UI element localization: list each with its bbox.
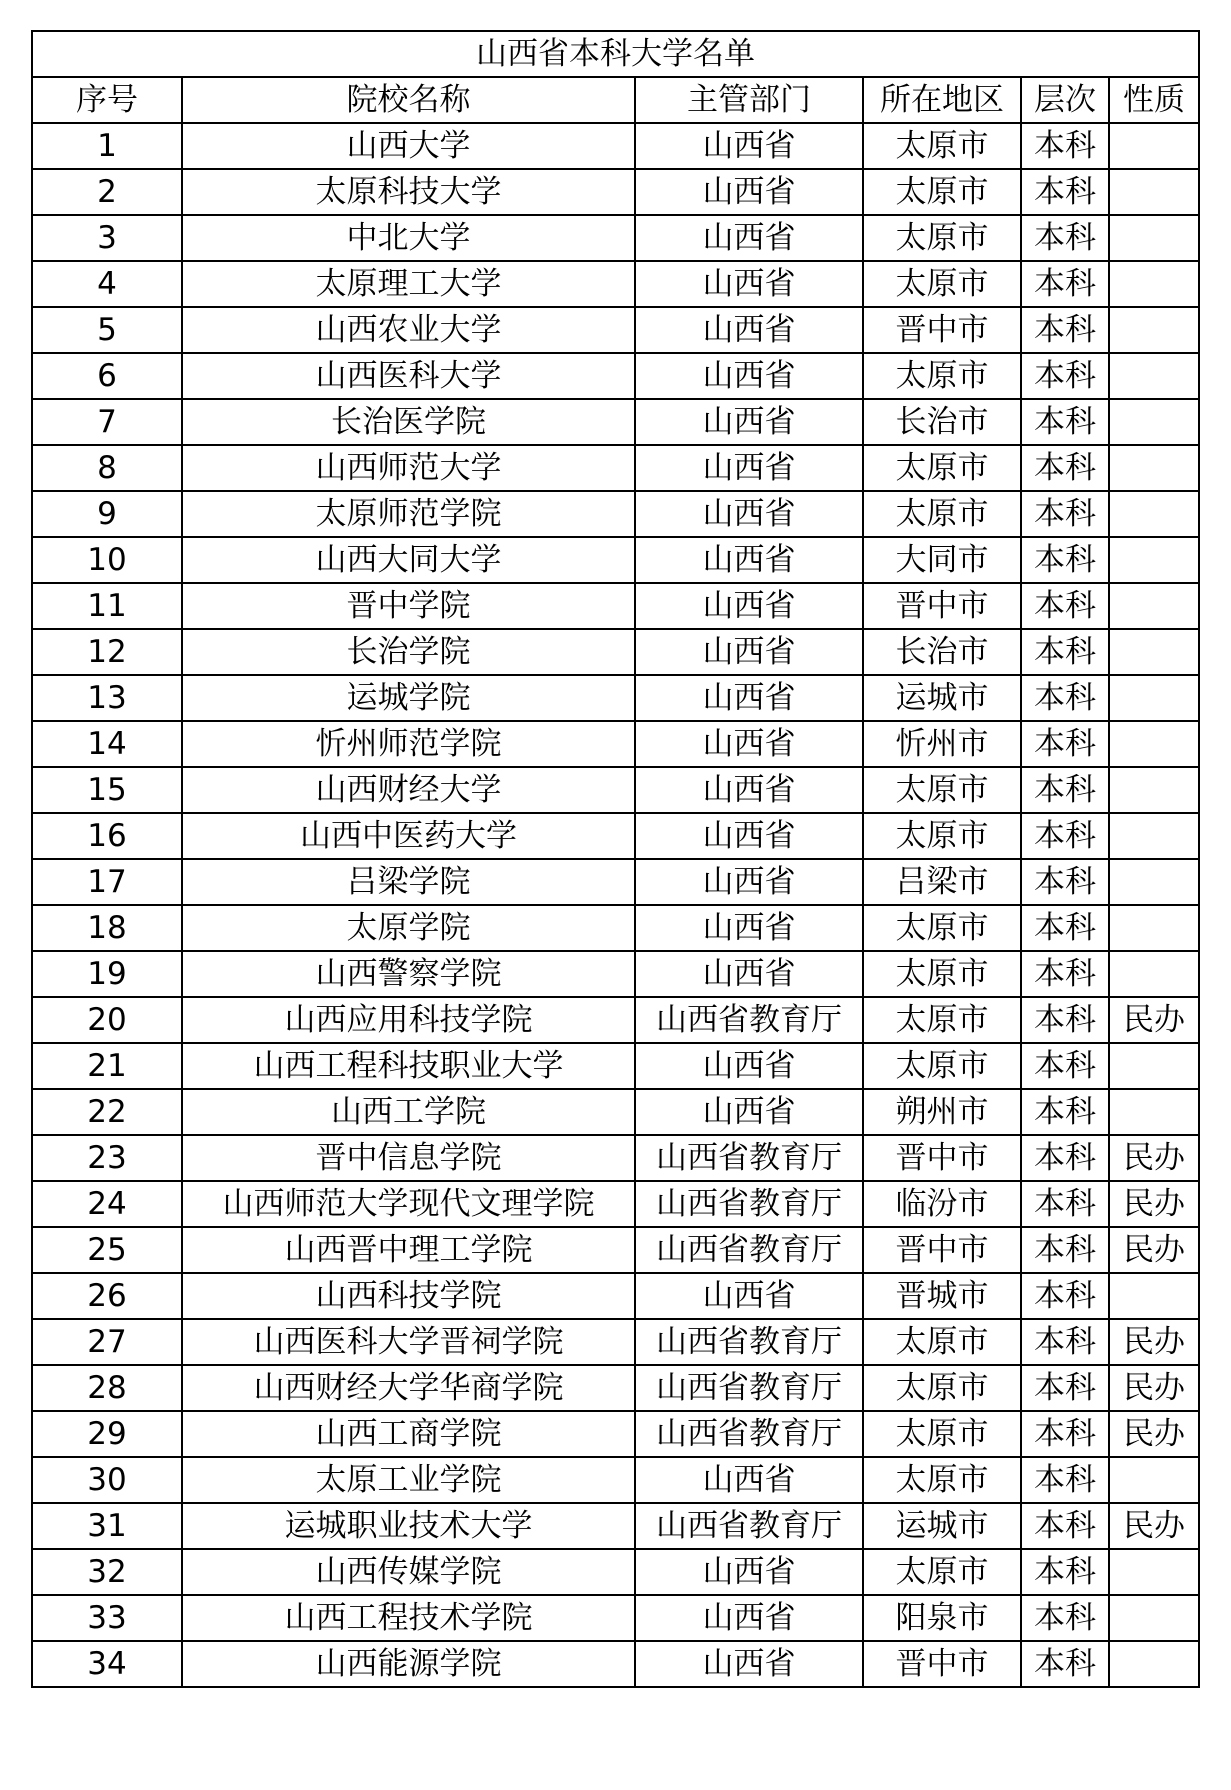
cell-dept: 山西省: [635, 583, 863, 629]
table-row: [32, 951, 1199, 997]
cell-no: 22: [32, 1089, 182, 1135]
cell-name: 山西农业大学: [182, 307, 635, 353]
cell-nature: 民办: [1109, 1135, 1199, 1181]
cell-no: 4: [32, 261, 182, 307]
cell-name: 山西师范大学: [182, 445, 635, 491]
cell-area: 晋中市: [863, 1227, 1021, 1273]
table-row: [32, 1595, 1199, 1641]
table-body: [32, 123, 1199, 1687]
cell-level: 本科: [1021, 1549, 1109, 1595]
cell-name: 太原学院: [182, 905, 635, 951]
cell-nature: [1109, 445, 1199, 491]
cell-level: 本科: [1021, 1595, 1109, 1641]
table-row: [32, 1227, 1199, 1273]
cell-level: 本科: [1021, 491, 1109, 537]
cell-area: 晋中市: [863, 583, 1021, 629]
table-row: [32, 1365, 1199, 1411]
cell-area: 阳泉市: [863, 1595, 1021, 1641]
cell-no: 2: [32, 169, 182, 215]
cell-level: 本科: [1021, 629, 1109, 675]
header-row: [32, 77, 1199, 123]
cell-level: 本科: [1021, 1457, 1109, 1503]
cell-name: 山西传媒学院: [182, 1549, 635, 1595]
cell-name: 山西财经大学: [182, 767, 635, 813]
cell-area: 太原市: [863, 1411, 1021, 1457]
cell-dept: 山西省: [635, 859, 863, 905]
table-row: [32, 1135, 1199, 1181]
cell-level: 本科: [1021, 813, 1109, 859]
cell-name: 忻州师范学院: [182, 721, 635, 767]
cell-nature: [1109, 1641, 1199, 1687]
cell-nature: [1109, 1043, 1199, 1089]
cell-name: 山西大同大学: [182, 537, 635, 583]
cell-no: 21: [32, 1043, 182, 1089]
cell-nature: [1109, 169, 1199, 215]
cell-level: 本科: [1021, 905, 1109, 951]
cell-nature: [1109, 215, 1199, 261]
cell-area: 太原市: [863, 997, 1021, 1043]
cell-level: 本科: [1021, 399, 1109, 445]
cell-no: 13: [32, 675, 182, 721]
cell-nature: [1109, 583, 1199, 629]
cell-name: 晋中学院: [182, 583, 635, 629]
cell-area: 太原市: [863, 1043, 1021, 1089]
cell-nature: 民办: [1109, 997, 1199, 1043]
cell-no: 34: [32, 1641, 182, 1687]
cell-level: 本科: [1021, 215, 1109, 261]
cell-area: 太原市: [863, 169, 1021, 215]
cell-no: 30: [32, 1457, 182, 1503]
cell-name: 山西财经大学华商学院: [182, 1365, 635, 1411]
cell-name: 山西医科大学: [182, 353, 635, 399]
cell-dept: 山西省教育厅: [635, 997, 863, 1043]
cell-no: 33: [32, 1595, 182, 1641]
cell-name: 长治学院: [182, 629, 635, 675]
cell-nature: [1109, 307, 1199, 353]
cell-name: 晋中信息学院: [182, 1135, 635, 1181]
cell-dept: 山西省教育厅: [635, 1181, 863, 1227]
cell-dept: 山西省: [635, 1273, 863, 1319]
cell-name: 山西工商学院: [182, 1411, 635, 1457]
cell-name: 太原科技大学: [182, 169, 635, 215]
table-row: [32, 1089, 1199, 1135]
cell-no: 31: [32, 1503, 182, 1549]
cell-name: 运城学院: [182, 675, 635, 721]
cell-nature: 民办: [1109, 1227, 1199, 1273]
cell-dept: 山西省: [635, 215, 863, 261]
cell-area: 晋城市: [863, 1273, 1021, 1319]
cell-no: 18: [32, 905, 182, 951]
cell-name: 山西晋中理工学院: [182, 1227, 635, 1273]
cell-dept: 山西省教育厅: [635, 1135, 863, 1181]
cell-level: 本科: [1021, 721, 1109, 767]
cell-nature: [1109, 399, 1199, 445]
cell-no: 12: [32, 629, 182, 675]
cell-area: 太原市: [863, 813, 1021, 859]
cell-no: 28: [32, 1365, 182, 1411]
cell-level: 本科: [1021, 1365, 1109, 1411]
cell-dept: 山西省教育厅: [635, 1411, 863, 1457]
cell-area: 太原市: [863, 215, 1021, 261]
table-row: [32, 169, 1199, 215]
cell-area: 朔州市: [863, 1089, 1021, 1135]
cell-name: 山西中医药大学: [182, 813, 635, 859]
cell-nature: 民办: [1109, 1411, 1199, 1457]
cell-dept: 山西省教育厅: [635, 1319, 863, 1365]
cell-name: 太原师范学院: [182, 491, 635, 537]
table-row: [32, 859, 1199, 905]
cell-nature: [1109, 951, 1199, 997]
cell-level: 本科: [1021, 353, 1109, 399]
cell-nature: [1109, 721, 1199, 767]
cell-level: 本科: [1021, 997, 1109, 1043]
table-row: [32, 721, 1199, 767]
cell-dept: 山西省: [635, 307, 863, 353]
cell-nature: [1109, 1089, 1199, 1135]
cell-level: 本科: [1021, 1641, 1109, 1687]
cell-dept: 山西省教育厅: [635, 1365, 863, 1411]
cell-no: 14: [32, 721, 182, 767]
cell-level: 本科: [1021, 583, 1109, 629]
cell-nature: [1109, 767, 1199, 813]
cell-dept: 山西省: [635, 905, 863, 951]
table-row: [32, 445, 1199, 491]
cell-area: 太原市: [863, 491, 1021, 537]
cell-name: 山西大学: [182, 123, 635, 169]
cell-no: 23: [32, 1135, 182, 1181]
cell-no: 32: [32, 1549, 182, 1595]
cell-nature: [1109, 629, 1199, 675]
table-row: [32, 1457, 1199, 1503]
cell-no: 15: [32, 767, 182, 813]
cell-no: 16: [32, 813, 182, 859]
cell-dept: 山西省: [635, 675, 863, 721]
cell-dept: 山西省: [635, 1089, 863, 1135]
cell-area: 太原市: [863, 951, 1021, 997]
cell-level: 本科: [1021, 1319, 1109, 1365]
table-row: [32, 1503, 1199, 1549]
header-nature: 性质: [1109, 77, 1199, 123]
cell-area: 太原市: [863, 905, 1021, 951]
cell-no: 11: [32, 583, 182, 629]
cell-level: 本科: [1021, 123, 1109, 169]
cell-level: 本科: [1021, 675, 1109, 721]
table-row: [32, 353, 1199, 399]
cell-dept: 山西省: [635, 1549, 863, 1595]
cell-dept: 山西省: [635, 353, 863, 399]
cell-nature: 民办: [1109, 1503, 1199, 1549]
table-row: [32, 629, 1199, 675]
cell-no: 1: [32, 123, 182, 169]
header-dept: 主管部门: [635, 77, 863, 123]
cell-area: 太原市: [863, 261, 1021, 307]
table-row: [32, 997, 1199, 1043]
cell-area: 太原市: [863, 353, 1021, 399]
table-row: [32, 905, 1199, 951]
cell-dept: 山西省: [635, 537, 863, 583]
cell-level: 本科: [1021, 767, 1109, 813]
cell-no: 27: [32, 1319, 182, 1365]
cell-dept: 山西省: [635, 767, 863, 813]
cell-dept: 山西省: [635, 721, 863, 767]
cell-nature: [1109, 1273, 1199, 1319]
university-table: [31, 30, 1200, 1688]
cell-dept: 山西省教育厅: [635, 1227, 863, 1273]
table-row: [32, 813, 1199, 859]
cell-dept: 山西省: [635, 1595, 863, 1641]
table-row: [32, 1549, 1199, 1595]
cell-no: 5: [32, 307, 182, 353]
cell-nature: [1109, 1457, 1199, 1503]
cell-nature: [1109, 491, 1199, 537]
cell-no: 19: [32, 951, 182, 997]
table-row: [32, 1043, 1199, 1089]
cell-nature: 民办: [1109, 1365, 1199, 1411]
cell-area: 临汾市: [863, 1181, 1021, 1227]
cell-nature: [1109, 537, 1199, 583]
cell-level: 本科: [1021, 1227, 1109, 1273]
university-list-sheet: [31, 30, 1198, 1688]
cell-area: 运城市: [863, 675, 1021, 721]
cell-no: 8: [32, 445, 182, 491]
cell-dept: 山西省: [635, 261, 863, 307]
cell-level: 本科: [1021, 307, 1109, 353]
cell-name: 山西能源学院: [182, 1641, 635, 1687]
table-row: [32, 1411, 1199, 1457]
cell-no: 20: [32, 997, 182, 1043]
cell-dept: 山西省: [635, 951, 863, 997]
cell-nature: [1109, 859, 1199, 905]
cell-nature: [1109, 675, 1199, 721]
cell-area: 太原市: [863, 1457, 1021, 1503]
cell-name: 运城职业技术大学: [182, 1503, 635, 1549]
cell-nature: [1109, 1549, 1199, 1595]
table-row: [32, 307, 1199, 353]
cell-nature: [1109, 813, 1199, 859]
cell-level: 本科: [1021, 537, 1109, 583]
cell-area: 晋中市: [863, 307, 1021, 353]
cell-area: 太原市: [863, 1549, 1021, 1595]
cell-level: 本科: [1021, 859, 1109, 905]
cell-area: 太原市: [863, 767, 1021, 813]
header-no: 序号: [32, 77, 182, 123]
cell-name: 山西工程技术学院: [182, 1595, 635, 1641]
table-row: [32, 399, 1199, 445]
cell-area: 晋中市: [863, 1641, 1021, 1687]
cell-nature: [1109, 123, 1199, 169]
cell-area: 忻州市: [863, 721, 1021, 767]
cell-no: 25: [32, 1227, 182, 1273]
cell-dept: 山西省: [635, 399, 863, 445]
table-row: [32, 1181, 1199, 1227]
cell-name: 山西师范大学现代文理学院: [182, 1181, 635, 1227]
cell-dept: 山西省: [635, 445, 863, 491]
cell-no: 3: [32, 215, 182, 261]
cell-name: 太原工业学院: [182, 1457, 635, 1503]
cell-level: 本科: [1021, 169, 1109, 215]
cell-area: 长治市: [863, 629, 1021, 675]
cell-no: 26: [32, 1273, 182, 1319]
table-row: [32, 215, 1199, 261]
table-title: 山西省本科大学名单: [32, 31, 1199, 77]
cell-area: 长治市: [863, 399, 1021, 445]
cell-area: 吕梁市: [863, 859, 1021, 905]
cell-dept: 山西省: [635, 1641, 863, 1687]
cell-name: 山西科技学院: [182, 1273, 635, 1319]
cell-no: 10: [32, 537, 182, 583]
cell-no: 24: [32, 1181, 182, 1227]
cell-level: 本科: [1021, 951, 1109, 997]
cell-level: 本科: [1021, 1503, 1109, 1549]
cell-nature: [1109, 261, 1199, 307]
cell-level: 本科: [1021, 1135, 1109, 1181]
table-row: [32, 583, 1199, 629]
cell-no: 29: [32, 1411, 182, 1457]
cell-no: 7: [32, 399, 182, 445]
cell-area: 太原市: [863, 1319, 1021, 1365]
cell-dept: 山西省: [635, 123, 863, 169]
cell-name: 长治医学院: [182, 399, 635, 445]
cell-level: 本科: [1021, 1273, 1109, 1319]
header-name: 院校名称: [182, 77, 635, 123]
cell-name: 吕梁学院: [182, 859, 635, 905]
cell-nature: [1109, 353, 1199, 399]
table-row: [32, 1641, 1199, 1687]
cell-level: 本科: [1021, 1043, 1109, 1089]
cell-name: 山西应用科技学院: [182, 997, 635, 1043]
table-row: [32, 123, 1199, 169]
cell-nature: 民办: [1109, 1181, 1199, 1227]
cell-area: 晋中市: [863, 1135, 1021, 1181]
cell-dept: 山西省教育厅: [635, 1503, 863, 1549]
cell-dept: 山西省: [635, 813, 863, 859]
cell-area: 大同市: [863, 537, 1021, 583]
header-level: 层次: [1021, 77, 1109, 123]
cell-dept: 山西省: [635, 491, 863, 537]
cell-dept: 山西省: [635, 1457, 863, 1503]
cell-dept: 山西省: [635, 629, 863, 675]
cell-nature: 民办: [1109, 1319, 1199, 1365]
cell-level: 本科: [1021, 1411, 1109, 1457]
cell-level: 本科: [1021, 445, 1109, 491]
cell-area: 太原市: [863, 1365, 1021, 1411]
cell-name: 山西警察学院: [182, 951, 635, 997]
cell-area: 太原市: [863, 445, 1021, 491]
table-row: [32, 261, 1199, 307]
cell-no: 9: [32, 491, 182, 537]
cell-dept: 山西省: [635, 169, 863, 215]
cell-level: 本科: [1021, 1089, 1109, 1135]
cell-name: 山西工学院: [182, 1089, 635, 1135]
title-row: [32, 31, 1199, 77]
table-row: [32, 491, 1199, 537]
cell-area: 运城市: [863, 1503, 1021, 1549]
cell-name: 太原理工大学: [182, 261, 635, 307]
cell-name: 山西工程科技职业大学: [182, 1043, 635, 1089]
cell-name: 山西医科大学晋祠学院: [182, 1319, 635, 1365]
cell-nature: [1109, 1595, 1199, 1641]
table-row: [32, 1273, 1199, 1319]
cell-name: 中北大学: [182, 215, 635, 261]
cell-nature: [1109, 905, 1199, 951]
header-area: 所在地区: [863, 77, 1021, 123]
cell-no: 17: [32, 859, 182, 905]
cell-dept: 山西省: [635, 1043, 863, 1089]
cell-level: 本科: [1021, 1181, 1109, 1227]
table-row: [32, 767, 1199, 813]
table-row: [32, 675, 1199, 721]
table-row: [32, 537, 1199, 583]
cell-level: 本科: [1021, 261, 1109, 307]
cell-area: 太原市: [863, 123, 1021, 169]
table-row: [32, 1319, 1199, 1365]
cell-no: 6: [32, 353, 182, 399]
